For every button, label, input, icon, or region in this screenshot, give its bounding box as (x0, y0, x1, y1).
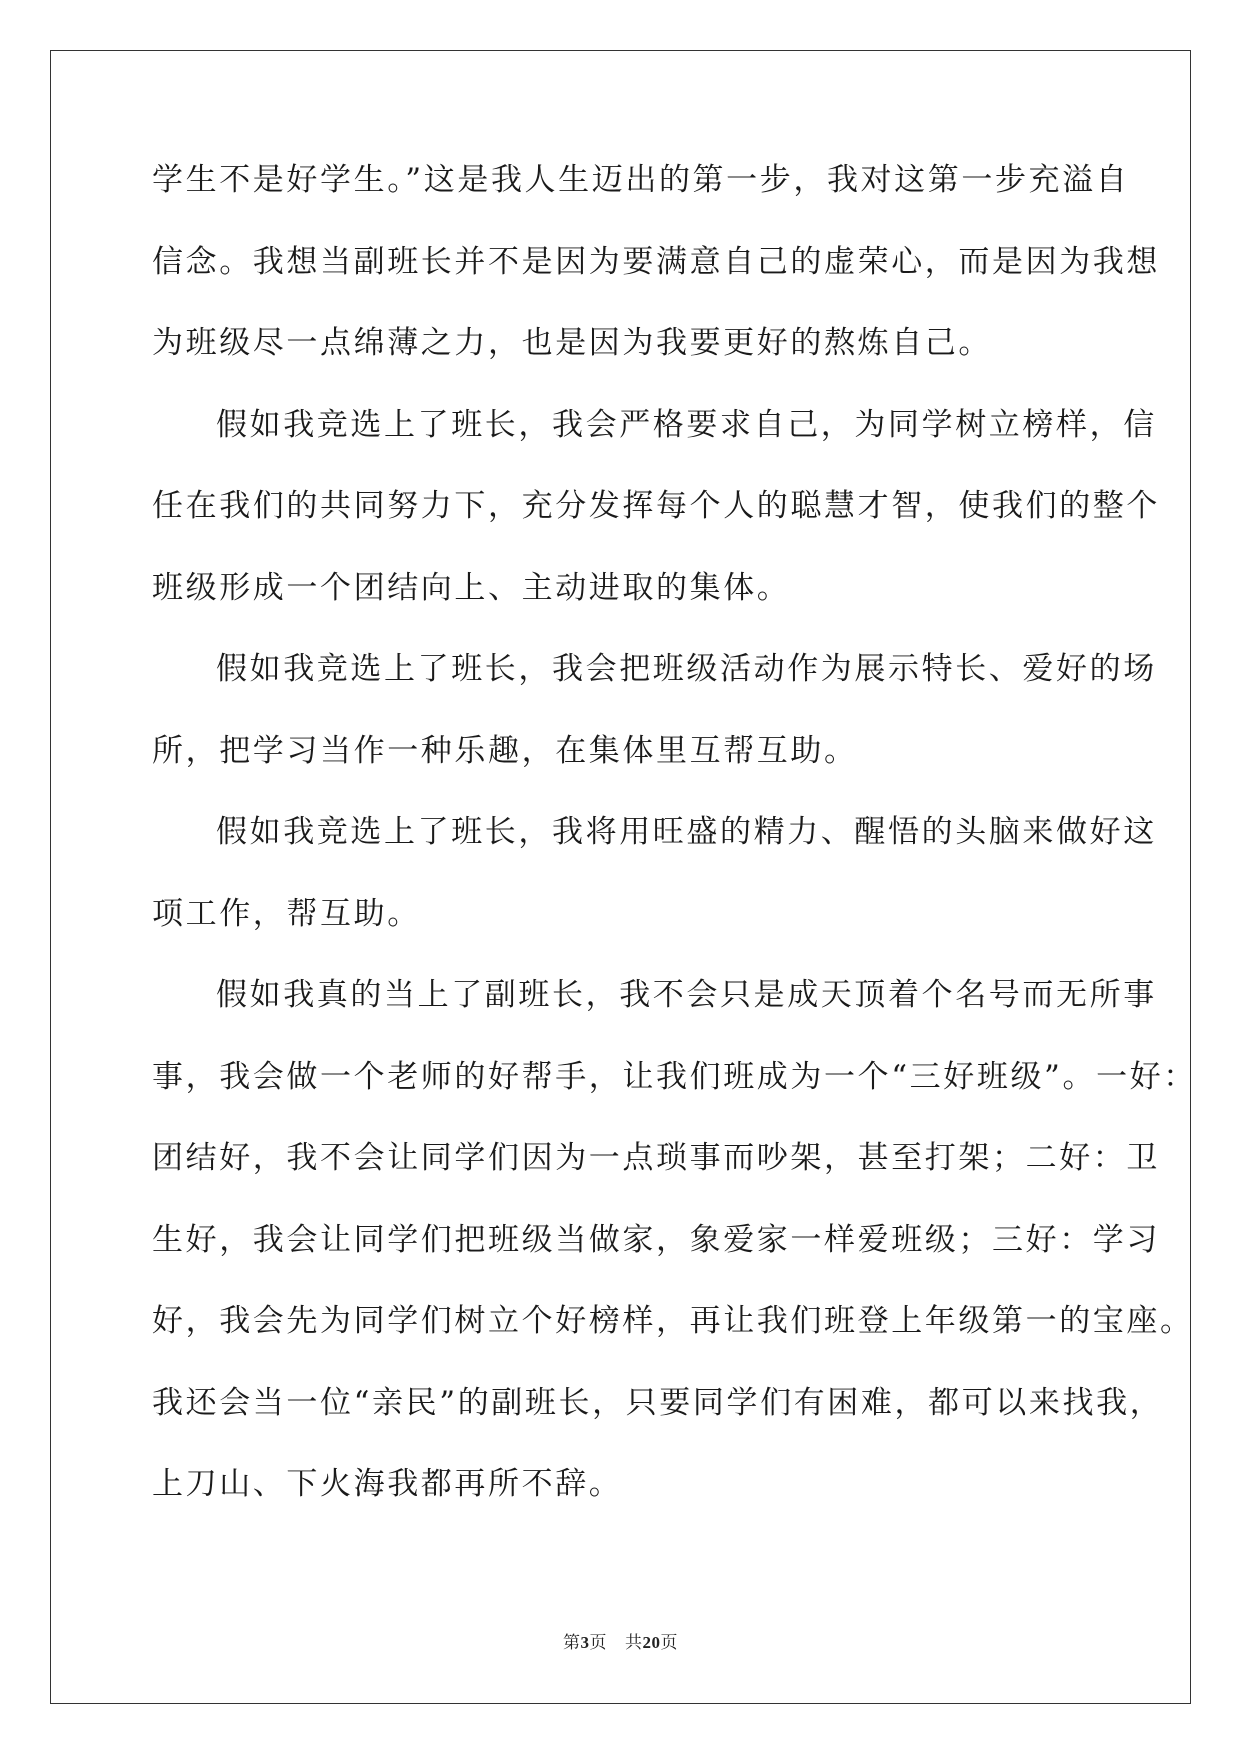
text-line: 生好，我会让同学们把班级当做家，象爱家一样爱班级；三好：学习 (152, 1221, 1160, 1258)
text-line: 学生不是好学生。”这是我人生迈出的第一步，我对这第一步充溢自 (152, 162, 1130, 198)
text-line: 事，我会做一个老师的好帮手，让我们班成为一个“三好班级”。一好： (152, 1058, 1197, 1095)
total-pages: 20 (642, 1633, 661, 1652)
text-line: 好，我会先为同学们树立个好榜样，再让我们班登上年级第一的宝座。 (152, 1303, 1194, 1339)
text-line: 信念。我想当副班长并不是因为要满意自己的虚荣心，而是因为我想 (152, 243, 1160, 280)
footer-prefix: 第 (563, 1633, 581, 1653)
text-line: 团结好，我不会让同学们因为一点琐事而吵架，甚至打架；二好：卫 (152, 1140, 1160, 1176)
paragraph-start-line: 假如我竞选上了班长，我会严格要求自己，为同学树立榜样，信 (216, 406, 1157, 443)
footer-total-prefix: 共 (625, 1633, 643, 1653)
text-line: 上刀山、下火海我都再所不辞。 (152, 1466, 623, 1502)
footer-page-suffix: 页 (589, 1633, 607, 1653)
text-line: 班级形成一个团结向上、主动进取的集体。 (152, 569, 791, 606)
page-number: 3 (580, 1633, 590, 1652)
paragraph-start-line: 假如我竞选上了班长，我会把班级活动作为展示特长、爱好的场 (216, 651, 1157, 687)
text-line: 项工作，帮互助。 (152, 895, 421, 932)
text-line: 任在我们的共同努力下，充分发挥每个人的聪慧才智，使我们的整个 (152, 488, 1160, 524)
paragraph-start-line: 假如我真的当上了副班长，我不会只是成天顶着个名号而无所事 (216, 977, 1157, 1013)
text-line: 为班级尽一点绵薄之力，也是因为我要更好的熬炼自己。 (152, 325, 992, 361)
paragraph-start-line: 假如我竞选上了班长，我将用旺盛的精力、醒悟的头脑来做好这 (216, 814, 1157, 850)
footer-total-suffix: 页 (660, 1633, 678, 1653)
text-line: 所，把学习当作一种乐趣，在集体里互帮互助。 (152, 732, 858, 769)
page-footer (0, 1628, 1241, 1653)
document-body (152, 160, 1197, 1546)
text-line: 我还会当一位“亲民”的副班长，只要同学们有困难，都可以来找我， (152, 1384, 1164, 1421)
